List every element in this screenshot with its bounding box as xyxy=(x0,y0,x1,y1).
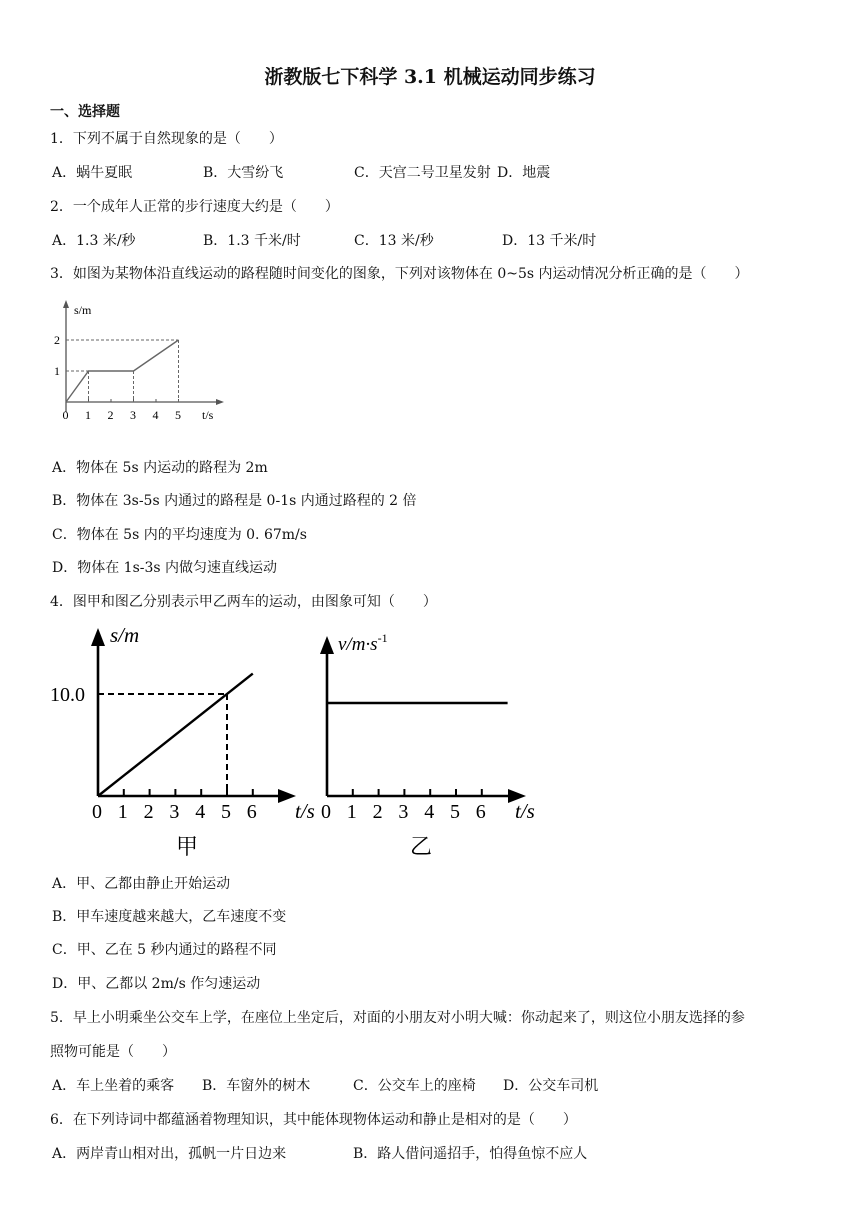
question-3-stem: 3．如图为某物体沿直线运动的路程随时间变化的图象，下列对该物体在 0~5s 内运动情况分析正确的是（ ） xyxy=(50,266,749,282)
q5-option-a: A．车上坐着的乘客 xyxy=(52,1078,175,1094)
q5-option-d: D．公交车司机 xyxy=(503,1078,599,1094)
q3-y-tick-label: 1 xyxy=(54,364,60,378)
q6-option-a: A．两岸青山相对出，孤帆一片日边来 xyxy=(52,1146,287,1162)
jia-x-tick-label: 4 xyxy=(195,801,206,823)
jia-y-tick-label: 10.0 xyxy=(50,684,85,706)
q1-option-a: A．蜗牛夏眠 xyxy=(52,165,133,181)
q3-y-tick-label: 2 xyxy=(54,333,60,347)
q4-option-d: D．甲、乙都以 2m/s 作匀速运动 xyxy=(52,976,261,992)
question-1-stem: 1．下列不属于自然现象的是（ ） xyxy=(50,131,283,147)
page-title: 浙教版七下科学 3.1 机械运动同步练习 xyxy=(264,66,596,88)
jia-ylabel: s/m xyxy=(110,623,140,647)
q1-option-c: C．天宫二号卫星发射 xyxy=(354,165,491,181)
yi-x-tick-label: 5 xyxy=(450,801,460,823)
question-2-stem: 2．一个成年人正常的步行速度大约是（ ） xyxy=(50,199,339,215)
question-5-stem: 5．早上小明乘坐公交车上学，在座位上坐定后，对面的小朋友对小明大喊：你动起来了，则这位小朋友选择的参 xyxy=(50,1010,745,1026)
jia-x-tick-label: 6 xyxy=(246,801,257,823)
yi-x-tick-label: 3 xyxy=(398,801,409,823)
q4-option-b: B．甲车速度越来越大，乙车速度不变 xyxy=(52,909,287,925)
q2-option-d: D．13 千米/时 xyxy=(502,233,597,249)
q3-option-a: A．物体在 5s 内运动的路程为 2m xyxy=(52,460,268,476)
q3-x-tick-label: 4 xyxy=(152,408,159,422)
q3-ylabel: s/m xyxy=(74,303,92,317)
q3-x-tick-label: 3 xyxy=(130,408,136,422)
jia-x-tick-label: 3 xyxy=(169,801,180,823)
jia-x-tick-label: 1 xyxy=(117,801,128,823)
jia-xlabel: t/s xyxy=(295,799,315,823)
q4-option-a: A．甲、乙都由静止开始运动 xyxy=(52,876,231,892)
yi-x-tick-label: 1 xyxy=(346,801,357,823)
graph-q3-st xyxy=(52,294,232,426)
q4-option-c: C．甲、乙在 5 秒内通过的路程不同 xyxy=(52,942,277,958)
jia-x-tick-label: 5 xyxy=(221,801,231,823)
q6-option-b: B．路人借问遥招手，怕得鱼惊不应人 xyxy=(353,1146,588,1162)
q5-option-b: B．车窗外的树木 xyxy=(202,1078,311,1094)
q3-x-tick-label: 2 xyxy=(107,408,114,422)
yi-x-tick-label: 0 xyxy=(321,801,331,823)
q5-option-c: C．公交车上的座椅 xyxy=(353,1078,476,1094)
yi-ylabel: $v/m\cdot s^{-1}$ xyxy=(338,631,388,655)
q3-x-tick-label: 5 xyxy=(175,408,181,422)
jia-x-tick-label: 0 xyxy=(92,801,102,823)
jia-series-line xyxy=(98,674,253,796)
jia-x-arrow xyxy=(278,789,296,803)
q1-option-d: D．地震 xyxy=(497,165,551,181)
q2-option-a: A．1.3 米/秒 xyxy=(52,233,136,249)
jia-y-arrow xyxy=(91,628,105,646)
q3-x-arrow xyxy=(216,399,224,405)
jia-caption: 甲 xyxy=(176,834,199,859)
yi-x-tick-label: 4 xyxy=(424,801,435,823)
yi-x-tick-label: 2 xyxy=(372,801,383,823)
yi-xlabel: t/s xyxy=(515,799,535,823)
q3-option-b: B．物体在 3s-5s 内通过的路程是 0-1s 内通过路程的 2 倍 xyxy=(52,493,417,509)
q1-option-b: B．大雪纷飞 xyxy=(203,165,284,181)
graph-q4 xyxy=(48,620,548,865)
jia-x-tick-label: 2 xyxy=(143,801,154,823)
q3-option-d: D．物体在 1s-3s 内做匀速直线运动 xyxy=(52,560,278,576)
q3-xlabel: t/s xyxy=(202,408,214,422)
q3-y-arrow xyxy=(63,300,69,308)
q2-option-c: C．13 米/秒 xyxy=(354,233,434,249)
q2-option-b: B．1.3 千米/时 xyxy=(203,233,301,249)
q3-x-tick-label: 1 xyxy=(85,408,91,422)
q3-x-tick-label: 0 xyxy=(62,408,69,422)
yi-y-arrow xyxy=(320,636,334,654)
question-6-stem: 6．在下列诗词中都蕴涵着物理知识，其中能体现物体运动和静止是相对的是（ ） xyxy=(50,1112,577,1128)
question-4-stem: 4．图甲和图乙分别表示甲乙两车的运动，由图象可知（ ） xyxy=(50,594,437,610)
yi-caption: 乙 xyxy=(410,834,433,859)
section-heading: 一、选择题 xyxy=(50,104,120,120)
yi-x-tick-label: 6 xyxy=(475,801,486,823)
question-5-stem-cont: 照物可能是（ ） xyxy=(50,1044,176,1060)
q3-option-c: C．物体在 5s 内的平均速度为 0. 67m/s xyxy=(52,527,307,543)
